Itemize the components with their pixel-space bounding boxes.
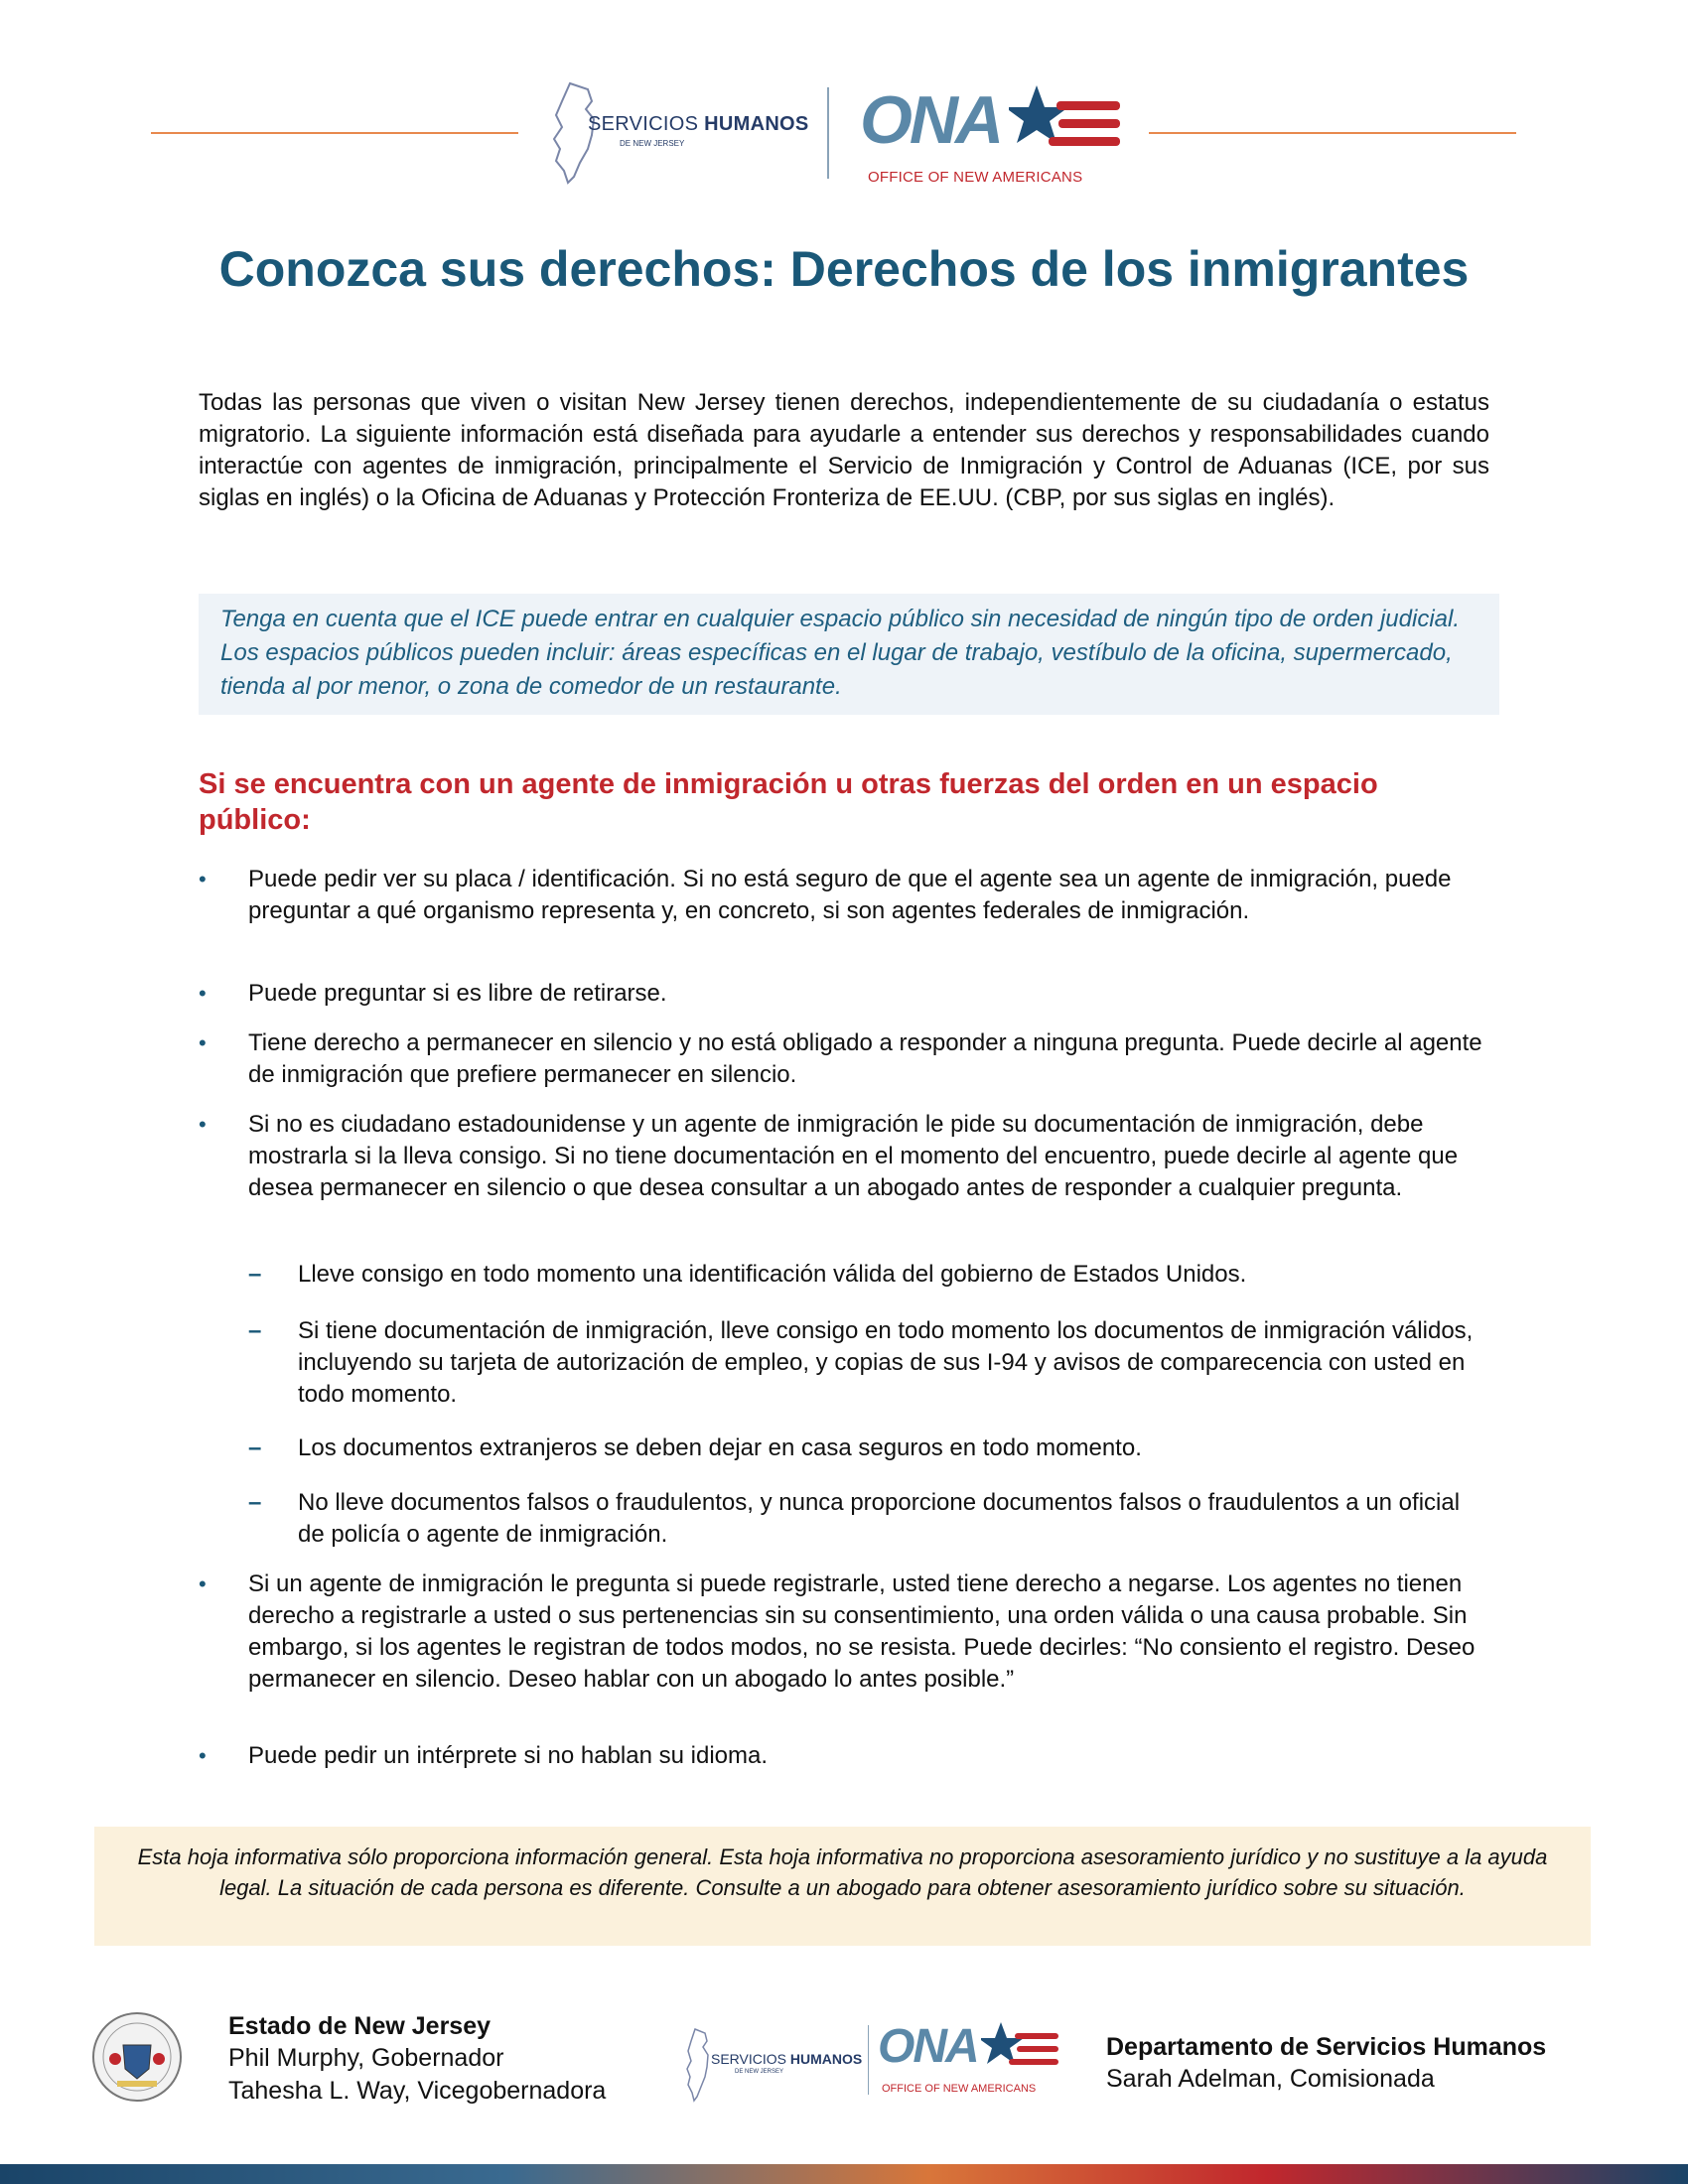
dash-icon: – [248, 1317, 262, 1344]
bullet-icon: • [199, 1030, 207, 1055]
footer-servicios-wordmark: SERVICIOS HUMANOS [711, 2051, 863, 2067]
footer-governor: Phil Murphy, Gobernador [228, 2044, 504, 2072]
flag-star-icon [981, 2019, 1060, 2077]
header-logo-divider [827, 87, 829, 179]
list-item-text: Puede pedir ver su placa / identificación. Si no está seguro de que el agente sea un agente de inmigración, puede preguntar a qué organismo representa y, en concreto, si son agentes federales de inmigración. [248, 866, 1452, 924]
sub-list-item-text: Los documentos extranjeros se deben dejar en casa seguros en todo momento. [298, 1434, 1142, 1461]
bullet-icon: • [199, 867, 207, 891]
footer-logo-divider [868, 2025, 869, 2095]
servicios-humanos-logo [548, 79, 809, 189]
dash-icon: – [248, 1261, 262, 1288]
bullet-icon: • [199, 1571, 207, 1596]
footer-commissioner: Sarah Adelman, Comisionada [1106, 2065, 1435, 2093]
footer-ona-logo [878, 2019, 1056, 2099]
footer-department-info [1106, 2031, 1546, 2095]
servicios-humanos-subtitle: DE NEW JERSEY [620, 139, 685, 148]
sub-list-item-text: Lleve consigo en todo momento una identificación válida del gobierno de Estados Unidos. [298, 1261, 1247, 1288]
footer-servicios-humanos-logo [685, 2025, 864, 2105]
sub-list-item-text: No lleve documentos falsos o fraudulentos, y nunca proporcione documentos falsos o fraudulentos a un oficial de policía o agente de inmigración. [298, 1489, 1461, 1548]
bullet-icon: • [199, 1743, 207, 1768]
new-jersey-state-seal-icon [91, 2005, 183, 2109]
footer-color-bar [0, 2164, 1688, 2184]
page-title: Conozca sus derechos: Derechos de los inmigrantes [218, 241, 1470, 297]
list-item-text: Si no es ciudadano estadounidense y un agente de inmigración le pide su documentación de inmigración, debe mostrarla si la lleva consigo. Si no tiene documentación en el momento del encuentro, puede decirle al agente que desea permanecer en silencio o que desea consultar a un abogado antes de responder a cualquier pregunta. [248, 1111, 1459, 1201]
list-item-text: Si un agente de inmigración le pregunta si puede registrarle, usted tiene derecho a negarse. Los agentes no tienen derecho a registrarle a usted o sus pertenencias sin su consentimiento, una orden válida o una causa probable. Sin embargo, si los agentes le registran de todos modos, no se resista. Puede decirles: “No consiento el registro. Deseo permanecer en silencio. Deseo hablar con un abogado lo antes posible.” [248, 1570, 1476, 1693]
list-item-text: Tiene derecho a permanecer en silencio y no está obligado a responder a ninguna pregunta. Puede decirle al agente de inmigración que prefiere permanecer en silencio. [248, 1029, 1482, 1088]
header-rule-left [151, 132, 518, 134]
list-item-text: Puede pedir un intérprete si no hablan su idioma. [248, 1742, 769, 1769]
footer-ona-wordmark: ONA [878, 2020, 978, 2073]
legal-disclaimer-box [94, 1827, 1591, 1946]
ona-wordmark: ONA [860, 82, 1002, 158]
footer-servicios-subtitle: DE NEW JERSEY [735, 2069, 784, 2075]
intro-paragraph: Todas las personas que viven o visitan New Jersey tienen derechos, independientemente de su ciudadanía o estatus migratorio. La siguiente información está diseñada para ayudarle a entender sus derechos y responsabilidades cuando interactúe con agentes de inmigración, principalmente el Servicio de Inmigración y Control de Aduanas (ICE, por sus siglas en inglés) o la Oficina de Aduanas y Protección Fronteriza de EE.UU. (CBP, por sus siglas en inglés). [199, 389, 1489, 511]
ice-notice-text: Tenga en cuenta que el ICE puede entrar en cualquier espacio público sin necesidad de ningún tipo de orden judicial. Los espacios públicos pueden incluir: áreas específicas en el lugar de trabajo, vestíbulo de la oficina, supermercado, tienda al por menor, o zona de comedor de un restaurante. [220, 606, 1460, 700]
footer-state-info [228, 2010, 606, 2108]
bullet-icon: • [199, 981, 207, 1006]
footer-department-title: Departamento de Servicios Humanos [1106, 2033, 1547, 2061]
ona-logo [860, 77, 1128, 187]
ona-tagline: OFFICE OF NEW AMERICANS [868, 169, 1083, 186]
legal-disclaimer-text: Esta hoja informativa sólo proporciona información general. Esta hoja informativa no proporciona asesoramiento jurídico y no sustituye a la ayuda legal. La situación de cada persona es diferente. Consulte a un abogado para obtener asesoramiento jurídico sobre su situación. [137, 1844, 1548, 1900]
footer-lt-governor: Tahesha L. Way, Vicegobernadora [228, 2077, 607, 2105]
servicios-humanos-wordmark: SERVICIOS HUMANOS [588, 113, 809, 135]
ice-notice-callout [199, 594, 1499, 715]
dash-icon: – [248, 1434, 262, 1461]
sub-list-item-text: Si tiene documentación de inmigración, lleve consigo en todo momento los documentos de inmigración válidos, incluyendo su tarjeta de autorización de empleo, y copias de sus I-94 y avisos de comparecencia con usted en todo momento. [298, 1317, 1474, 1408]
list-item-text: Puede preguntar si es libre de retirarse. [248, 980, 667, 1007]
flag-star-icon [1009, 81, 1123, 161]
dash-icon: – [248, 1489, 262, 1516]
header-rule-right [1149, 132, 1516, 134]
footer-state-title: Estado de New Jersey [228, 2012, 492, 2040]
bullet-icon: • [199, 1112, 207, 1137]
footer-ona-tagline: OFFICE OF NEW AMERICANS [882, 2083, 1037, 2095]
section-heading: Si se encuentra con un agente de inmigración u otras fuerzas del orden en un espacio público: [199, 768, 1378, 836]
